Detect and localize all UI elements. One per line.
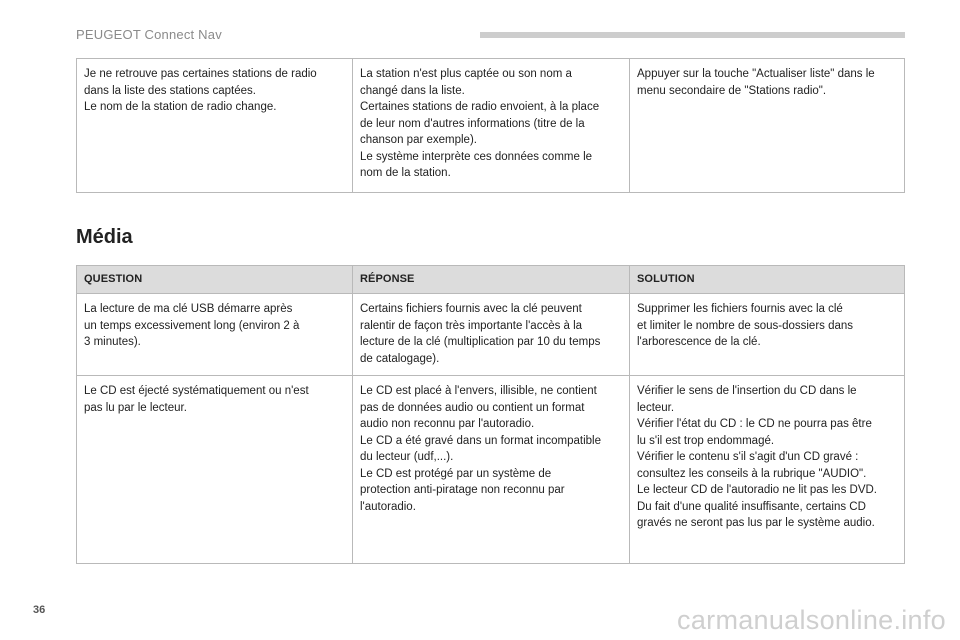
cell-text-line: Le lecteur CD de l'autoradio ne lit pas les DVD. [637, 484, 877, 496]
cell-text-line: Vérifier le sens de l'insertion du CD dans le [637, 385, 857, 397]
solution-cell [630, 294, 905, 376]
cell-text-line: de leur nom d'autres informations (titre de la [360, 117, 585, 130]
cell-text-line: consultez les conseils à la rubrique "AUDIO". [637, 467, 867, 480]
cell-text-line: La lecture de ma clé USB démarre après [84, 303, 293, 315]
cell-text-line: un temps excessivement long (environ 2 à [84, 319, 300, 332]
cell-text-line: du lecteur (udf,...). [360, 451, 454, 463]
cell-text-line: Le système interprète ces données comme le [360, 150, 593, 163]
cell-text-line: Le CD est protégé par un système de [360, 467, 552, 480]
cell-text-line: dans la liste des stations captées. [84, 84, 256, 97]
page-number: 36 [33, 604, 46, 616]
cell-text-line: pas de données audio ou contient un format [360, 401, 585, 414]
cell-text-line: Vérifier l'état du CD : le CD ne pourra pas être [637, 418, 872, 430]
cell-text-line: Le CD est éjecté systématiquement ou n'est [84, 385, 309, 397]
media-troubleshooting-table [76, 265, 905, 564]
answer-cell [353, 294, 630, 376]
cell-text-line: lu s'il est trop endommagé. [637, 434, 775, 447]
table-row [77, 59, 905, 193]
question-cell [77, 294, 353, 376]
header-divider-bar [480, 32, 905, 38]
answer-cell [353, 59, 630, 193]
table-row [77, 376, 905, 564]
question-cell [77, 376, 353, 564]
cell-text-line: protection anti-piratage non reconnu par [360, 484, 565, 496]
cell-text-line: Certains fichiers fournis avec la clé peuvent [360, 303, 582, 315]
radio-troubleshooting-table [76, 58, 905, 193]
cell-text-line: Supprimer les fichiers fournis avec la clé [637, 303, 843, 315]
solution-cell [630, 376, 905, 564]
cell-text-line: gravés ne seront pas lus par le système audio. [637, 517, 875, 529]
header-title: PEUGEOT Connect Nav [76, 27, 222, 42]
table-row [77, 294, 905, 376]
cell-text-line: pas lu par le lecteur. [84, 401, 187, 414]
cell-text-line: de catalogage). [360, 352, 440, 365]
cell-text-line: chanson par exemple). [360, 134, 477, 146]
cell-text-line: l'arborescence de la clé. [637, 336, 761, 348]
cell-text-line: Vérifier le contenu s'il s'agit d'un CD gravé : [637, 451, 859, 463]
cell-text-line: 3 minutes). [84, 336, 141, 348]
cell-text-line: l'autoradio. [360, 500, 416, 513]
answer-cell [353, 376, 630, 564]
question-cell [77, 59, 353, 193]
column-header-question: QUESTION [77, 266, 353, 294]
cell-text-line: et limiter le nombre de sous-dossiers dans [637, 319, 854, 332]
cell-text-line: Du fait d'une qualité insuffisante, certains CD [637, 500, 866, 513]
cell-text-line: Appuyer sur la touche "Actualiser liste" dans le [637, 68, 875, 80]
watermark-text: carmanualsonline.info [677, 605, 946, 635]
column-header-solution: SOLUTION [630, 266, 905, 294]
cell-text-line: La station n'est plus captée ou son nom a [360, 68, 572, 80]
cell-text-line: audio non reconnu par l'autoradio. [360, 418, 535, 430]
cell-text-line: lecteur. [637, 401, 675, 414]
cell-text-line: lecture de la clé (multiplication par 10 du temps [360, 336, 601, 348]
table-header-row [77, 266, 905, 294]
column-header-answer: RÉPONSE [353, 266, 630, 294]
cell-text-line: Je ne retrouve pas certaines stations de radio [84, 68, 317, 80]
solution-cell [630, 59, 905, 193]
cell-text-line: Le CD a été gravé dans un format incompatible [360, 434, 601, 447]
cell-text-line: Certaines stations de radio envoient, à la place [360, 101, 600, 113]
section-title-media: Média [76, 226, 133, 248]
cell-text-line: Le nom de la station de radio change. [84, 101, 277, 113]
cell-text-line: menu secondaire de "Stations radio". [637, 84, 827, 97]
cell-text-line: ralentir de façon très importante l'accès à la [360, 319, 583, 332]
cell-text-line: changé dans la liste. [360, 84, 465, 97]
cell-text-line: Le CD est placé à l'envers, illisible, ne contient [360, 385, 597, 397]
cell-text-line: nom de la station. [360, 167, 451, 179]
